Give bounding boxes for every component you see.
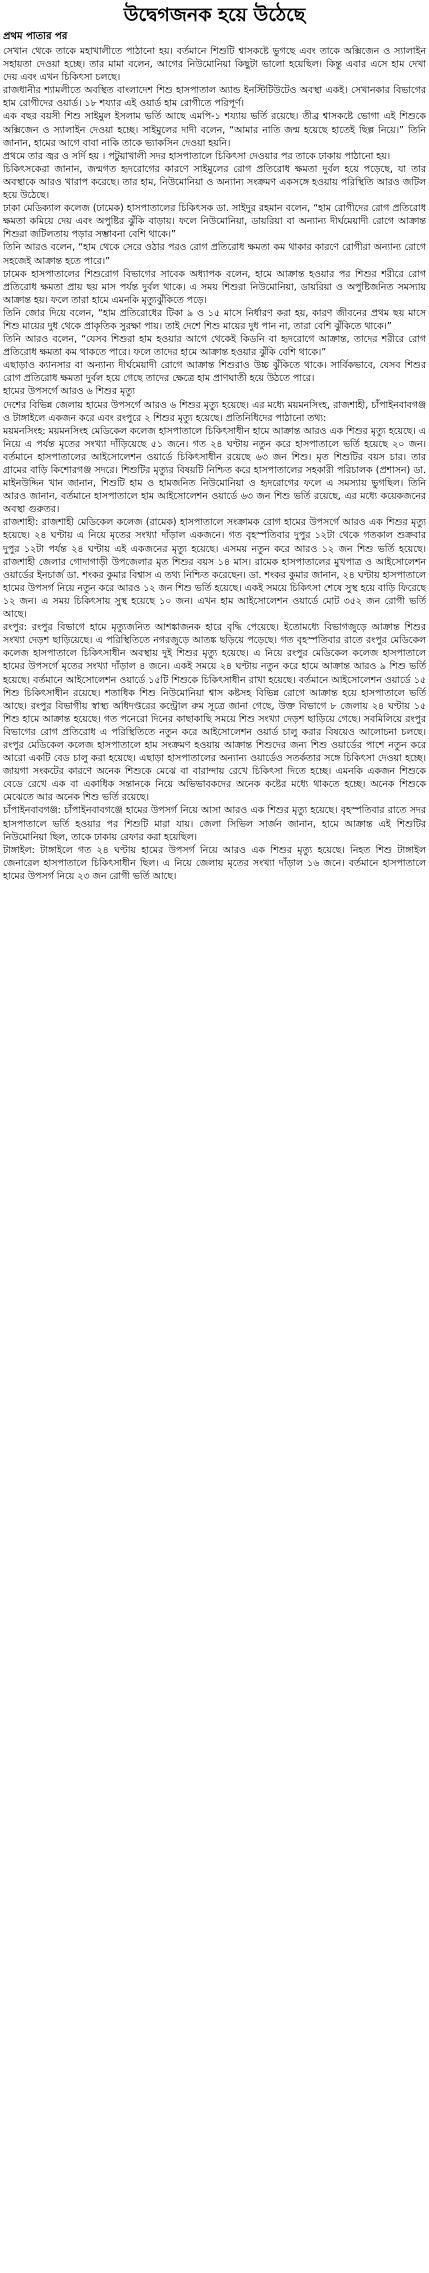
paragraph-intro: সেখান থেকে তাকে মহাখালীতে পাঠানো হয়। বর্তমানে শিশুটি শ্বাসকষ্টে ভুগছে এবং তাকে অক্সিজেন ও স্যালাইন সহায়তা দেওয়া হচ্ছে। তার মামা বলেন, আগের নিউমোনিয়া কিছুটা ভালো হয়েছিল। কিন্তু এবার এসে হাম দেখা দেয় এবং এখন চিকিৎসা চলছে।	[3, 46, 426, 84]
paragraph: তিনি আরও বলেন, “যেসব শিশুরা হাম হওয়ার আগে থেকেই কিডনি বা হৃদরোগে আক্রান্ত, তাদের শরীরে রোগ প্রতিরোধ ক্ষমতা কম থাকতে পারে। ফলে তাদের হামে আক্রান্ত হওয়ার ঝুঁকি বেশি থাকে।”	[3, 334, 426, 359]
paragraph: তিনি জোর দিয়ে বলেন, “হাম প্রতিরোধের টিকা ৯ ও ১৫ মাসে নির্ধারণ করা হয়, কারণ জীবনের প্রথম ছয় মাসে শিশু মায়ের দুধ থেকে প্রাকৃতিক সুরক্ষা পায়। তাই দেশে শিশু মায়ের দুধ পান না, তারা বেশি ঝুঁকিতে থাকে।”	[3, 307, 426, 332]
paragraph-rajshahi: রাজশাহী: রাজশাহী মেডিকেল কলেজ (রামেক) হাসপাতালে সংক্রামক রোগ হামের উপসর্গে আরও এক শিশুর মৃত্যু হয়েছে। ২৪ ঘণ্টায় এ নিয়ে মৃতের সংখ্যা দাঁড়াল একজনে। গত বৃহস্পতিবার দুপুর ১২টা থেকে গতকাল শুক্রবার দুপুর ১২টা পর্যন্ত ২৪ ঘণ্টায় এই একজনের মৃত্যু হয়েছে। এসময় নতুন করে আরও ১২ জন শিশু ভর্তি হয়েছে। রাজশাহী জেলার গোদাগাড়ী উপজেলার মৃত শিশুর বয়স ১৪ মাস। রামেক হাসপাতালের মুখপাত্র ও আইসোলেশন ওয়ার্ডের ইনচার্জ ডা. শংকর কুমার বিশ্বাস এ তথ্য নিশ্চিত করেছেন। ডা. শংকর কুমার জানান, ২৪ ঘণ্টায় হাসপাতালে হামের উপসর্গ নিয়ে নতুন করে আরও ১২ জন শিশু ভর্তি হয়েছে। একই সময়ে চিকিৎসা শেষে সুস্থ হয়ে বাড়ি ফিরেছে ১২ জন। এ সময় চিকিৎসায় সুস্থ হয়েছে ১০ জন। এখন হাম আইসোলেশন ওয়ার্ডে মোট ৩৫২ জন রোগী ভর্তি আছে।	[3, 517, 426, 621]
paragraph: চিকিৎসকেরা জানান, জন্মগত হৃদরোগের কারণে সাইমুলের রোগ প্রতিরোধ ক্ষমতা দুর্বল হয়ে পড়েছে, যা তার অবস্থাকে আরও খারাপ করেছে। তার হাম, নিউমোনিয়া ও অন্যান্য সংক্রমণ একসঙ্গে হওয়ায় পরিস্থিতি আরও জটিল হয়ে উঠেছে।	[3, 163, 426, 202]
paragraph: ঢাকা মেডিক্যাল কলেজ (ঢামেক) হাসপাতালের চিকিৎসক ডা. সাইদুর রহমান বলেন, “হাম রোগীদের রোগ প্রতিরোধ ক্ষমতা কমিয়ে দেয় এবং অপুষ্টির ঝুঁকি বাড়ায়। ফলে নিউমোনিয়া, ডায়রিয়া বা অন্যান্য দীর্ঘমেয়াদী রোগে আক্রান্ত শিশুরা জটিলতায় পড়ার সম্ভাবনা বেশি থাকে।”	[3, 203, 426, 241]
subhead: প্রথম পাতার পর	[3, 31, 68, 42]
headline: উদ্বেগজনক হয়ে উঠেছে	[123, 4, 306, 26]
paragraph: দেশের বিভিন্ন জেলায় হামের উপসর্গে আরও ৬ শিশুর মৃত্যু হয়েছে। এর মধ্যে ময়মনসিংহ, রাজশাহী, চাঁপাইনবাবগঞ্জ ও টাঙ্গাইলে একজন করে এবং রংপুরে ২ শিশুর মৃত্যু হয়েছে। প্রতিনিধিদের পাঠানো তথ্য:	[3, 399, 426, 424]
article-body	[3, 45, 426, 883]
paragraph-tangail: টাঙ্গাইল: টাঙ্গাইলে গত ২৪ ঘণ্টায় হামের উপসর্গ নিয়ে আরও এক শিশুর মৃত্যু হয়েছে। নিহত শিশু টাঙ্গাইল জেনারেল হাসপাতালে চিকিৎসাধীন ছিল। এ নিয়ে জেলায় মৃতের সংখ্যা দাঁড়াল ১৬ জনে। বর্তমানে হাসপাতালে হামের উপসর্গ নিয়ে ২৩ জন রোগী ভর্তি আছে।	[3, 844, 426, 882]
paragraph: ঢামেক হাসপাতালের শিশুরোগ বিভাগের সাবেক অধ্যাপক বলেন, হামে আক্রান্ত হওয়ার পর শিশুর শরীরে রোগ প্রতিরোধ ক্ষমতা প্রায় ছয় মাস পর্যন্ত দুর্বল থাকে। এ সময় শিশুরা নিউমোনিয়া, ডায়রিয়া ও অপুষ্টিজনিত সমস্যায় আক্রান্ত হয়। ফলে তারা হামে এমনকি মৃত্যুঝুঁকিতে পড়ে।	[3, 268, 426, 306]
paragraph: এছাড়াও ক্যানসার বা অন্যান্য দীর্ঘমেয়াদী রোগে আক্রান্ত শিশুরাও উচ্চ ঝুঁকিতে থাকে। সার্বিকভাবে, যেসব শিশুর রোগ প্রতিরোধ ক্ষমতা দুর্বল হয়ে গেছে তাদের ক্ষেত্রে হাম প্রাণঘাতী হয়ে উঠতে পারে।	[3, 360, 426, 385]
paragraph: প্রথমে তার জ্বর ও সর্দি হয় । পটুয়াখালী সদর হাসপাতালে চিকিৎসা দেওয়ার পর তাকে ঢাকায় পাঠানো হয়।	[3, 150, 391, 162]
paragraph: তিনি আরও বলেন, “হাম থেকে সেরে ওঠার পরও রোগ প্রতিরোধ ক্ষমতা কম থাকার কারণে রোগীরা অন্যান্য রোগে সহজেই আক্রান্ত হতে পারে।”	[3, 242, 426, 267]
paragraph-chapainawabganj: চাঁপাইনবাবগঞ্জ: চাঁপাইনবাবগঞ্জে হামের উপসর্গ নিয়ে আসা আরও এক শিশুর মৃত্যু হয়েছে। বৃহস্পতিবার রাতে সদর হাসপাতালে ভর্তি হওয়ার পর শিশুটি মারা যায়। জেলা সিভিল সার্জন জানান, হামে আক্রান্ত এই শিশুটির নিউমোনিয়া ছিল, তাকে ঢাকায় রেফার করা হয়েছিল।	[3, 805, 426, 843]
paragraph-rangpur: রংপুর: রংপুর বিভাগে হামে মৃত্যুজনিত আশঙ্কাজনক হারে বৃদ্ধি পেয়েছে। ইতোমধ্যে বিভাগজুড়ে আক্রান্ত শিশুর সংখ্যা দেড়শ ছাড়িয়েছে। এ পরিস্থিতিতে নগরজুড়ে আতঙ্ক ছড়িয়ে পড়েছে। গত বৃহস্পতিবার রাতে রংপুর মেডিকেল কলেজ হাসপাতালে চিকিৎসাধীন অবস্থায় দুই শিশুর মৃত্যু হয়েছে। এ নিয়ে রংপুর মেডিকেল কলেজ হাসপাতালে হামের উপসর্গে মৃতের সংখ্যা দাঁড়াল ৪ জনে। একই সময়ে ২৪ ঘণ্টায় নতুন করে হামে আক্রান্ত আরও ৯ শিশু ভর্তি হয়েছে। বর্তমানে আইসোলেশন ওয়ার্ডে ১৫টি শিশুকে চিকিৎসাধীন রাখা হয়েছে। বর্তমানে আইসোলেশন ওয়ার্ডে ১৫ শিশু চিকিৎসাধীন রয়েছে। শতাধিক শিশু নিউমোনিয়া শ্বাস কষ্টসহ বিভিন্ন রোগে আক্রান্ত হয়ে হাসপাতালে ভর্তি আছে। রংপুর বিভাগীয় স্বাস্থ্য অধিদপ্তরের কন্ট্রোল রুম সূত্রে জানা গেছে, উক্ত বিভাগে ৮ জেলায় ২৪ ঘণ্টায় ১৫ শিশু হামে আক্রান্ত হয়েছে। গত পনেরো দিনের কাছাকাছি সময়ে শিশু সংখ্যা দেড়শ ছাড়িয়ে গেছে। সবমিলিয়ে রংপুর বিভাগের রোগ প্রতিরোধ এ পরিস্থিতিতে নতুন করে আইসোলেশন ওয়ার্ড চালু করার বিষয়েও আলোচনা চলছে। রংপুর মেডিকেল কলেজ হাসপাতালে হাম সংক্রমণ হওয়ায় আক্রান্ত শিশুদের জন্য শিশু ওয়ার্ডের পাশে নতুন করে আরো একটি বেড চালু করা হয়েছে। এছাড়া হাসপাতালের অন্যান্য ওয়ার্ডেও সতর্কতার সঙ্গে চিকিৎসা দেওয়া হচ্ছে। জায়গা সংকটের কারণে অনেক শিশুকে মেঝে বা বারান্দায় রেখে চিকিৎসা দিতে হচ্ছে। এমনকি একজন শিশুকে বেডে রেখে এক বা একাধিক সন্তানকে নিয়ে অভিভাবকদের অনেক কষ্টের মধ্যে থাকতে হচ্ছে। অনেক শিশুকে মেঝেতে আর অনেক শিশু ভর্তি রয়েছে।	[3, 622, 426, 804]
paragraph: এক বছর বয়সী শিশু সাইমুল ইসলাম ভর্তি আছে এমপি-১ শয্যায় ভর্তি রয়েছে। তীব্র শ্বাসকষ্টে ভোগা এই শিশুকে অক্সিজেন ও স্যালাইন দেওয়া হচ্ছে। সাইমুলের দাদী বলেন, “আমার নাতি জন্ম হয়েছে হাতেই ছিল্প নিয়ে।” তিনি জানান, হামের আগে বাবা নাকি তাকে ভ্যাকসিন দেওয়া হয়নি।	[3, 111, 426, 149]
section-heading: হামের উপসর্গে আরও ৬ শিশুর মৃত্যু	[3, 386, 135, 398]
paragraph: রাজধানীর শ্যামলীতে অবস্থিত বাংলাদেশ শিশু হাসপাতাল অ্যান্ড ইনস্টিটিউটেও অবস্থা একই। সেখানকার বিভাগের হাম রোগীদের ওয়ার্ড। ১৮ শয্যার এই ওয়ার্ড হাম রোগীতে পরিপূর্ণ।	[3, 85, 426, 110]
paragraph-mymensingh: ময়মনসিংহ: ময়মনসিংহ মেডিকেল কলেজ হাসপাতালে চিকিৎসাধীন হামে আক্রান্ত আরও এক শিশুর মৃত্যু হয়েছে। এ নিয়ে এ পর্যন্ত মৃতের সংখ্যা দাঁড়িয়েছে ৫১ জনে। গত ২৪ ঘণ্টায় নতুন করে হাসপাতালে ভর্তি হয়েছে ২০ জন। বর্তমানে হাসপাতালের আইসোলেশন ওয়ার্ডে চিকিৎসাধীন রয়েছে ৬৩ জন শিশু। মৃত শিশুটির বয়স চার। তার গ্রামের বাড়ি কিশোরগঞ্জ সদরে। শিশুটির মৃত্যুর বিষয়টি নিশ্চিত করে হাসপাতালের সহকারী পরিচালক (প্রশাসন) ডা. মাইনউদ্দিন খান জানান, শিশুটি হাম ও হামজনিত নিউমোনিয়া ও হৃদরোগের ফলে এ সমস্যায় ভুগছিল। তিনি আরও জানান, বর্তমানে হাসপাতালে হাম আইসোলেশন ওয়ার্ডে ৬৩ জন শিশু ভর্তি রয়েছে, এর মধ্যে কয়েকজনের অবস্থা গুরুতর।	[3, 425, 426, 516]
